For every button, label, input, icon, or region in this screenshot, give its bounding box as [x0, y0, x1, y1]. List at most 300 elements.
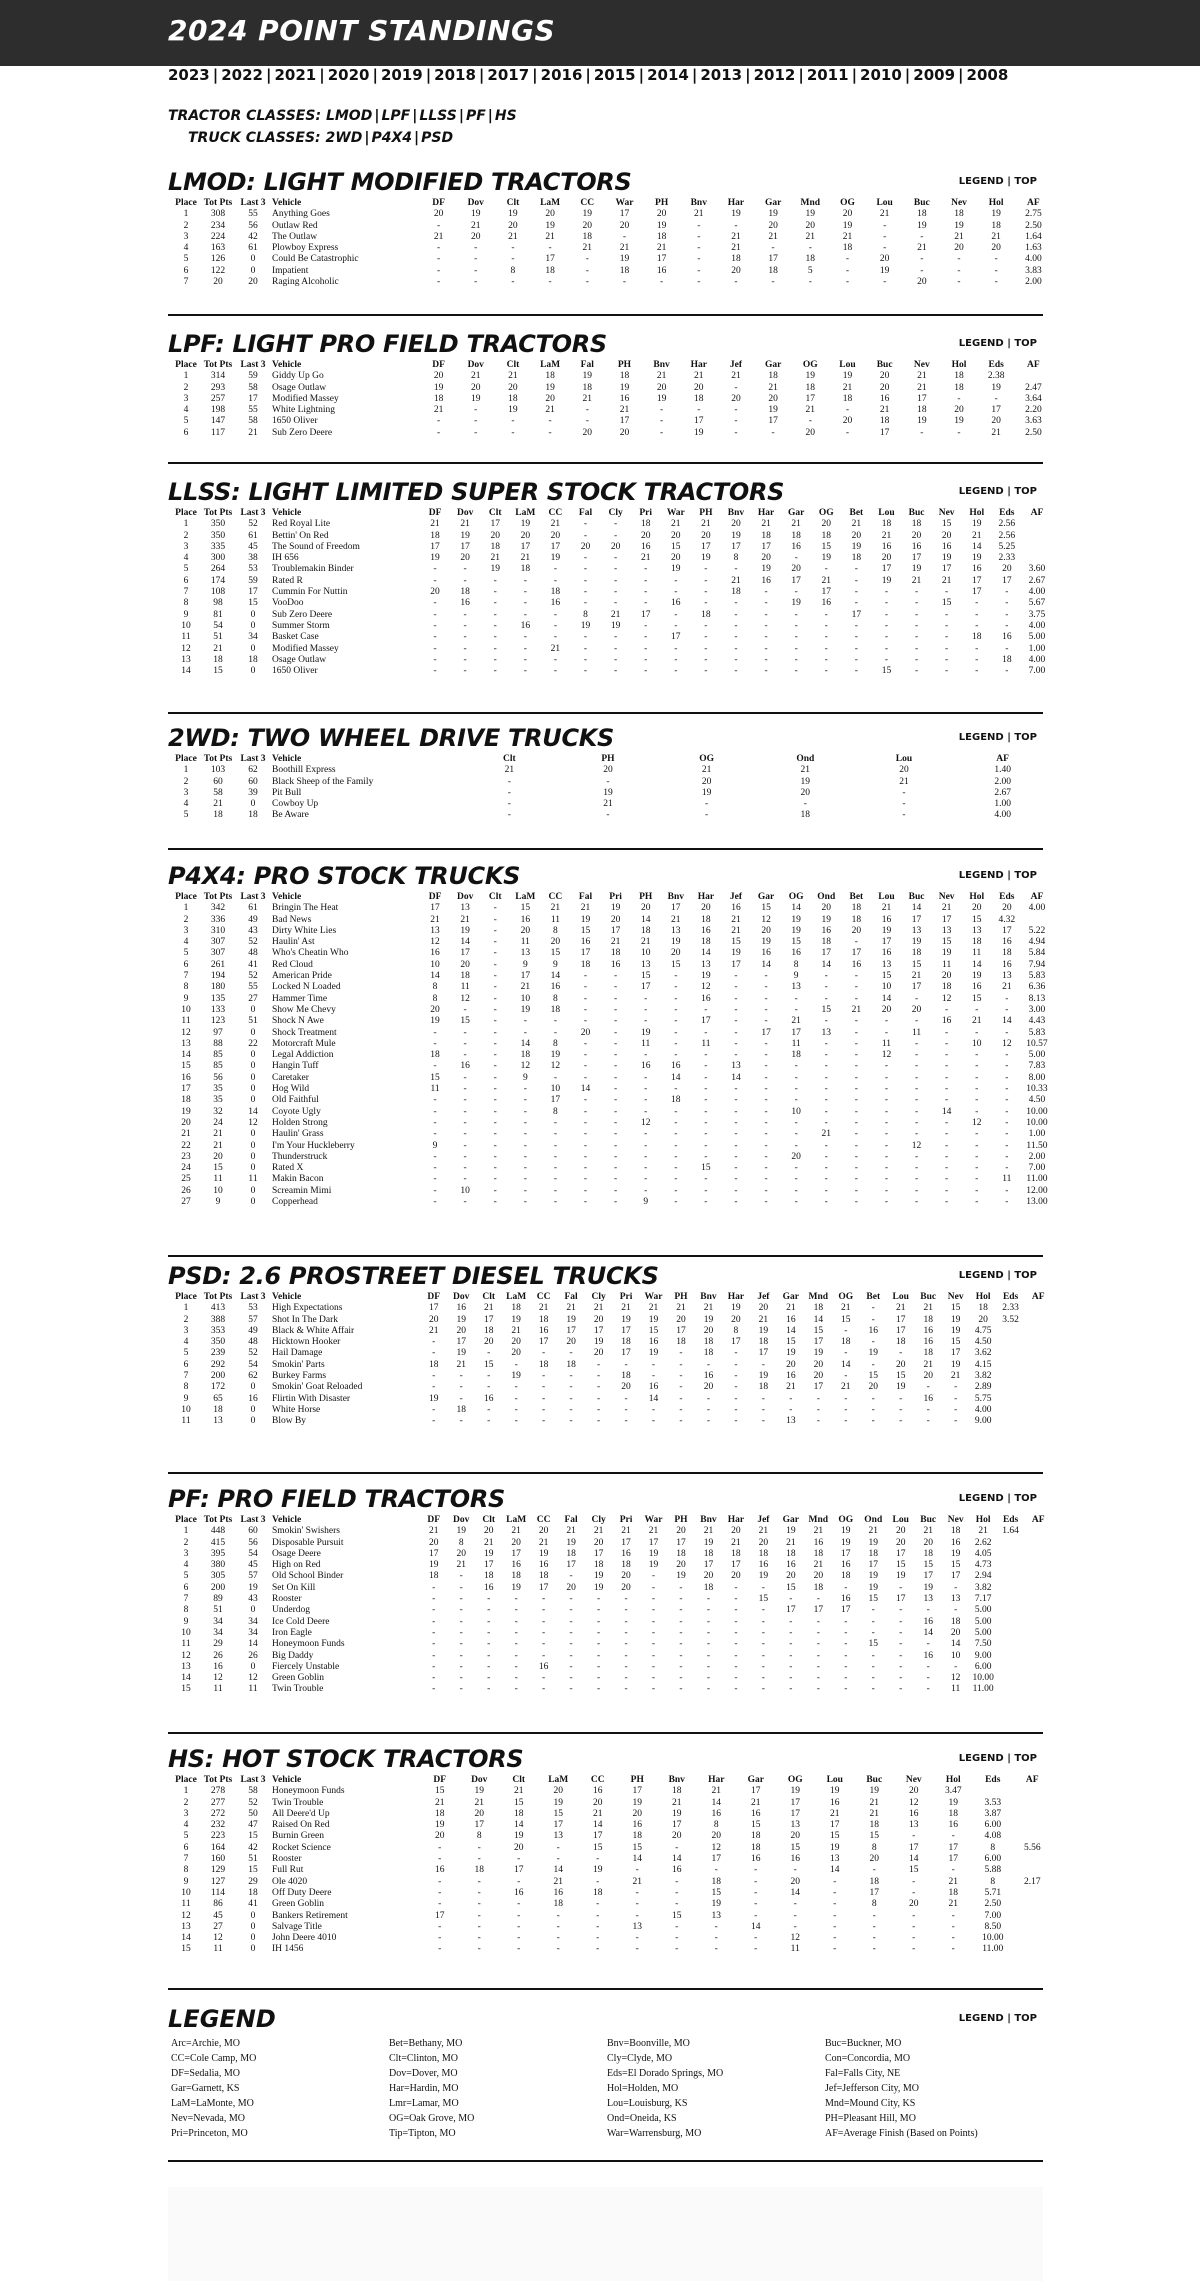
table-cell: 18 [821, 530, 832, 541]
table-cell: - [704, 1106, 708, 1117]
vehicle-name: Shock N Awe [272, 1016, 324, 1027]
vehicle-name: Haulin' Grass [272, 1129, 324, 1140]
table-cell: 18 [881, 519, 892, 530]
table-cell: - [583, 666, 588, 677]
table-cell: 13 [941, 925, 952, 936]
table-cell: 16 [1002, 937, 1012, 948]
year-link-2022[interactable]: 2022 [221, 66, 263, 84]
column-header: Har [727, 198, 745, 208]
column-header: Vehicle [272, 198, 302, 208]
table-cell: 45 [213, 1910, 223, 1921]
table-cell: - [624, 1650, 628, 1661]
table-row [172, 587, 1052, 598]
top-link[interactable]: TOP [1014, 870, 1037, 881]
table-cell: - [754, 1887, 758, 1898]
legend-link[interactable]: LEGEND [958, 486, 1004, 497]
table-cell: 2.38 [987, 371, 1005, 382]
class-link-llss[interactable]: LLSS [419, 108, 457, 124]
table-cell: 21 [582, 243, 593, 254]
table-cell: 20 [566, 1337, 576, 1348]
table-cell: 14 [1002, 1016, 1012, 1027]
table-cell: 13 [909, 1820, 919, 1831]
table-cell: 19 [821, 914, 832, 925]
table-row [172, 576, 1052, 587]
table-cell: 1.00 [1028, 643, 1046, 654]
table-cell: 53 [248, 564, 258, 575]
table-cell: 42 [248, 231, 258, 242]
vehicle-name: Could Be Catastrophic [272, 254, 359, 265]
column-header: Gar [757, 892, 775, 902]
table-cell: - [945, 1072, 949, 1083]
table-cell: 5 [183, 564, 189, 575]
table-cell: 15 [460, 1016, 470, 1027]
table-cell: 20 [550, 530, 561, 541]
table-cell: - [614, 654, 618, 665]
legend-entry: Gar=Garnett, KS [171, 2083, 240, 2094]
table-cell: - [854, 643, 858, 654]
year-link-2011[interactable]: 2011 [806, 66, 849, 84]
table-cell: - [644, 1174, 648, 1185]
column-header: Bnv [668, 1775, 685, 1785]
table-cell: 16 [881, 948, 892, 959]
table-cell: 448 [210, 1526, 226, 1537]
table-cell: 21 [751, 1797, 761, 1808]
table-cell: - [463, 1129, 467, 1140]
table-cell: - [872, 1865, 876, 1876]
table-cell: 20 [640, 903, 651, 914]
year-link-2012[interactable]: 2012 [753, 66, 796, 84]
table-cell: 20 [671, 530, 681, 541]
table-cell: 10 [181, 1627, 191, 1638]
top-link[interactable]: TOP [1014, 1270, 1037, 1281]
table-cell: 19 [550, 553, 561, 564]
column-header: Last 3 [240, 892, 266, 902]
table-cell: - [583, 1197, 588, 1208]
table-cell: 21 [821, 575, 832, 586]
table-cell: - [437, 254, 441, 265]
vehicle-name: Show Me Chevy [272, 1004, 336, 1015]
table-cell: 52 [248, 971, 258, 982]
table-cell: - [704, 575, 708, 586]
vehicle-name: Disposable Pursuit [272, 1537, 344, 1548]
table-cell: - [794, 993, 798, 1004]
table-cell: - [975, 666, 979, 677]
table-cell: 127 [210, 1876, 226, 1887]
table-cell: 12 [761, 914, 771, 925]
table-cell: - [854, 1185, 858, 1196]
table-cell: - [884, 1197, 889, 1208]
top-link[interactable]: TOP [1014, 1493, 1037, 1504]
vehicle-name: White Horse [272, 1404, 321, 1415]
table-row [172, 1651, 1052, 1662]
nav-separator: | [1003, 870, 1015, 881]
column-header: Lou [892, 1515, 909, 1525]
year-link-2014[interactable]: 2014 [647, 66, 689, 84]
table-cell: - [912, 1933, 916, 1944]
table-cell: - [614, 1185, 618, 1196]
table-cell: 5.00 [974, 1627, 992, 1638]
table-cell: 5.56 [1023, 1842, 1041, 1853]
table-cell: - [635, 1887, 639, 1898]
legend-link[interactable]: LEGEND [958, 870, 1004, 881]
table-cell: - [433, 609, 437, 620]
table-cell: - [553, 1072, 557, 1083]
table-cell: 21 [566, 1526, 576, 1537]
legend-entry: Mnd=Mound City, KS [825, 2098, 916, 2109]
table-cell: - [734, 1594, 738, 1605]
legend-link[interactable]: LEGEND [958, 2013, 1004, 2024]
table-cell: 20 [701, 776, 712, 787]
table-cell: 12 [911, 1140, 922, 1151]
table-cell: 19 [640, 1027, 651, 1038]
table-cell: - [734, 1416, 738, 1427]
vehicle-name: Ice Cold Deere [272, 1616, 330, 1627]
table-cell: 17 [248, 587, 258, 598]
table-cell: - [493, 1106, 497, 1117]
table-cell: 16 [550, 982, 561, 993]
table-cell: - [704, 654, 708, 665]
column-header: LaM [506, 1515, 527, 1525]
table-cell: - [523, 587, 527, 598]
table-cell: 16 [923, 1393, 933, 1404]
year-link-2020[interactable]: 2020 [327, 66, 370, 84]
table-cell: - [824, 1084, 828, 1095]
table-cell: 18 [550, 1004, 561, 1015]
top-link[interactable]: TOP [1014, 176, 1037, 187]
table-cell: 13 [181, 1038, 191, 1049]
table-cell: - [704, 598, 708, 609]
table-cell: 10 [640, 948, 651, 959]
column-header: Buc [876, 360, 893, 370]
table-cell: - [523, 1163, 527, 1174]
table-cell: 5.88 [984, 1865, 1002, 1876]
table-cell: - [945, 587, 949, 598]
legend-link[interactable]: LEGEND [958, 176, 1004, 187]
table-cell: 18 [791, 1050, 801, 1061]
table-cell: - [975, 1151, 979, 1162]
legend-link[interactable]: LEGEND [958, 1493, 1004, 1504]
year-link-2013[interactable]: 2013 [700, 66, 743, 84]
year-link-2017[interactable]: 2017 [487, 66, 530, 84]
section-divider [168, 1732, 1043, 1734]
table-cell: - [493, 1050, 497, 1061]
table-cell: 277 [210, 1797, 226, 1808]
table-cell: 17 [430, 903, 440, 914]
table-cell: - [644, 1016, 648, 1027]
column-header: Bnv [667, 892, 684, 902]
legend-entry: AF=Average Finish (Based on Points) [825, 2128, 978, 2139]
table-cell: - [854, 1061, 858, 1072]
table-cell: - [614, 1117, 618, 1128]
table-cell: 18 [213, 1404, 223, 1415]
table-cell: 22 [181, 1140, 191, 1151]
table-cell: 17 [711, 1854, 721, 1865]
year-link-2023[interactable]: 2023 [168, 66, 210, 84]
table-cell: - [674, 1038, 678, 1049]
table-cell: 19 [731, 1303, 741, 1314]
table-cell: 20 [429, 1314, 439, 1325]
table-cell: 6 [183, 1582, 189, 1593]
standings-section-lpf [168, 330, 1043, 439]
table-cell: 163 [210, 243, 226, 254]
column-header: Clt [482, 1292, 496, 1302]
class-link-lmod[interactable]: LMOD [325, 108, 373, 124]
column-header: Har [708, 1775, 725, 1785]
table-cell: - [764, 1106, 768, 1117]
table-cell: - [477, 1910, 481, 1921]
table-cell: 4.75 [974, 1325, 992, 1336]
column-header: Nev [951, 198, 967, 208]
legend-link[interactable]: LEGEND [958, 338, 1004, 349]
table-cell: 18 [768, 265, 778, 276]
vehicle-name: Bad News [272, 914, 312, 925]
table-cell: 17 [751, 1786, 761, 1797]
legend-link[interactable]: LEGEND [958, 1753, 1004, 1764]
table-cell: 9 [432, 1140, 438, 1151]
table-cell: - [553, 1197, 557, 1208]
table-cell: 395 [210, 1548, 226, 1559]
table-cell: 56 [213, 1072, 223, 1083]
table-cell: 10 [881, 982, 892, 993]
top-link[interactable]: TOP [1014, 338, 1037, 349]
table-cell: - [914, 598, 919, 609]
table-cell: 11 [181, 1639, 191, 1650]
table-cell: - [553, 1174, 557, 1185]
column-header: Tot Pts [203, 754, 233, 764]
table-cell: - [679, 1359, 683, 1370]
year-link-2019[interactable]: 2019 [380, 66, 423, 84]
table-cell: 10 [550, 1084, 561, 1095]
table-cell: - [824, 1072, 828, 1083]
table-cell: 19 [511, 1314, 521, 1325]
table-cell: - [854, 1117, 858, 1128]
year-link-2015[interactable]: 2015 [593, 66, 636, 84]
table-cell [997, 1662, 1024, 1673]
legend-link[interactable]: LEGEND [958, 732, 1004, 743]
table-cell: - [511, 416, 515, 427]
year-link-2018[interactable]: 2018 [434, 66, 476, 84]
table-cell: 16 [941, 541, 952, 552]
table-cell: - [585, 416, 589, 427]
table-cell: 4.50 [974, 1337, 992, 1348]
top-link[interactable]: TOP [1014, 732, 1037, 743]
legend-link[interactable]: LEGEND [958, 1270, 1004, 1281]
table-cell: - [706, 1416, 711, 1427]
table-cell: 9 [183, 1393, 189, 1404]
column-header: Hol [969, 892, 985, 902]
table-cell: - [945, 1174, 949, 1185]
table-cell: 18 [948, 1887, 958, 1898]
table-cell: 20 [248, 277, 258, 288]
table-cell: - [459, 1650, 463, 1661]
class-link-pf[interactable]: PF [465, 108, 486, 124]
table-cell: - [635, 1899, 639, 1910]
column-header: Tot Pts [203, 360, 233, 370]
table-cell: - [871, 1616, 875, 1627]
table-cell [1024, 1560, 1052, 1571]
table-cell: - [697, 231, 701, 242]
top-link[interactable]: TOP [1014, 1753, 1037, 1764]
table-cell: - [542, 1371, 546, 1382]
table-cell [997, 1394, 1024, 1405]
section-title: LPF: LIGHT PRO FIELD TRACTORS [168, 330, 607, 358]
table-cell: 7.83 [1028, 1061, 1046, 1072]
vehicle-name: The Outlaw [272, 231, 318, 242]
table-cell: - [548, 427, 552, 438]
table-cell: 0 [250, 1095, 256, 1106]
table-cell: 4 [183, 1337, 189, 1348]
table-cell: - [596, 1650, 601, 1661]
table-cell: 16 [971, 982, 982, 993]
table-cell: - [583, 643, 588, 654]
table-cell: - [914, 620, 919, 631]
table-cell: - [833, 1876, 837, 1887]
table-cell: 20 [656, 209, 667, 220]
vehicle-name: Cowboy Up [272, 799, 319, 810]
table-cell: 18 [676, 1337, 686, 1348]
table-cell: 14 [248, 1106, 258, 1117]
table-cell: - [734, 564, 738, 575]
table-cell: - [899, 1404, 903, 1415]
table-cell: - [734, 1627, 738, 1638]
vehicle-name: 1650 Oliver [272, 666, 318, 677]
table-cell: 11 [430, 1084, 440, 1095]
table-cell: - [734, 1371, 738, 1382]
table-cell: 20 [181, 1117, 191, 1128]
table-cell: - [493, 1084, 497, 1095]
table-cell: 17 [640, 609, 651, 620]
table-cell: 21 [474, 1797, 484, 1808]
table-cell: - [920, 427, 924, 438]
table-cell: 15 [881, 666, 892, 677]
table-row [172, 982, 1052, 993]
column-header: Eds [1002, 1292, 1019, 1302]
table-cell [997, 1382, 1024, 1393]
table-cell: - [517, 1944, 521, 1955]
table-cell: - [433, 666, 437, 677]
table-cell: 8 [553, 925, 558, 936]
table-cell: 15 [671, 541, 681, 552]
year-link-2008[interactable]: 2008 [966, 66, 1009, 84]
table-cell: - [596, 1371, 601, 1382]
table-cell: 20 [483, 1526, 494, 1537]
table-cell: - [854, 620, 858, 631]
table-header-row [172, 754, 1052, 765]
table-cell: - [1005, 587, 1009, 598]
table-cell: 10.00 [1026, 1117, 1048, 1128]
table-cell: 2.20 [1025, 405, 1042, 416]
table-cell: 19 [948, 1797, 958, 1808]
table-cell: - [975, 643, 979, 654]
table-cell: 43 [248, 925, 258, 936]
table-cell [997, 1684, 1024, 1695]
table-cell: - [433, 1095, 437, 1106]
column-header: Eds [985, 1775, 1001, 1785]
table-cell: 20 [676, 1560, 686, 1571]
top-link[interactable]: TOP [1014, 486, 1037, 497]
class-link-lpf[interactable]: LPF [381, 108, 411, 124]
class-link-p4x4[interactable]: P4X4 [371, 130, 412, 146]
table-cell: 11 [213, 1944, 223, 1955]
table-cell: - [771, 427, 775, 438]
table-cell: - [951, 1831, 955, 1842]
table-cell: 18 [917, 209, 927, 220]
table-cell: 21 [711, 1786, 721, 1797]
standings-section-lmod [168, 168, 1043, 288]
table-cell: - [844, 1404, 848, 1415]
table-cell: 14 [181, 1050, 191, 1061]
vehicle-name: Shock Treatment [272, 1027, 337, 1038]
table-cell: 17 [731, 541, 741, 552]
table-cell: - [854, 654, 858, 665]
year-link-2021[interactable]: 2021 [274, 66, 317, 84]
table-cell: - [493, 1174, 497, 1185]
table-cell: - [569, 1571, 573, 1582]
table-cell: - [884, 1129, 889, 1140]
table-cell: - [975, 654, 979, 665]
table-cell: 20 [610, 541, 621, 552]
table-cell: - [614, 1072, 618, 1083]
table-cell: 7 [183, 1854, 189, 1865]
table-cell: - [884, 587, 889, 598]
table-cell: 5.83 [1028, 1027, 1046, 1038]
table-cell: - [854, 587, 858, 598]
table-cell: - [734, 993, 738, 1004]
vehicle-name: Legal Addiction [272, 1050, 334, 1061]
table-cell: - [596, 1910, 600, 1921]
table-cell: 15 [895, 1371, 906, 1382]
table-cell: 18 [511, 1571, 521, 1582]
class-link-hs[interactable]: HS [494, 108, 517, 124]
year-link-2009[interactable]: 2009 [913, 66, 956, 84]
table-cell: 0 [250, 1944, 256, 1955]
table-cell: - [845, 265, 850, 276]
table-cell: 19 [430, 1016, 440, 1027]
table-row [172, 1303, 1052, 1314]
table-cell: - [706, 1673, 711, 1684]
table-cell: - [433, 1061, 437, 1072]
table-row [172, 266, 1052, 277]
column-header: AF [1031, 1515, 1045, 1525]
class-link-psd[interactable]: PSD [421, 130, 454, 146]
table-cell: 18 [711, 1876, 721, 1887]
table-cell: 261 [210, 959, 226, 970]
table-cell: - [854, 1140, 858, 1151]
top-link[interactable]: TOP [1014, 2013, 1037, 2024]
table-cell: 21 [553, 1876, 563, 1887]
table-cell: - [706, 1639, 711, 1650]
table-cell: 16 [483, 1582, 494, 1593]
table-cell [997, 1371, 1024, 1382]
table-cell: - [706, 1616, 711, 1627]
table-cell: 19 [435, 1820, 445, 1831]
table-cell: - [912, 1910, 916, 1921]
table-cell: 12 [248, 1117, 258, 1128]
table-cell: 4.73 [974, 1560, 992, 1571]
table-cell: - [433, 654, 437, 665]
table-cell: - [945, 1163, 949, 1174]
vehicle-name: Rated R [272, 575, 303, 586]
standings-section-llss [168, 478, 1046, 677]
year-link-2010[interactable]: 2010 [860, 66, 902, 84]
table-cell: 32 [213, 1106, 223, 1117]
table-cell: 17 [248, 393, 258, 404]
class-link-2wd[interactable]: 2WD [325, 130, 363, 146]
table-cell: - [459, 1616, 463, 1627]
table-cell: 29 [213, 1639, 223, 1650]
table-cell: 21 [731, 371, 741, 382]
year-link-2016[interactable]: 2016 [540, 66, 583, 84]
